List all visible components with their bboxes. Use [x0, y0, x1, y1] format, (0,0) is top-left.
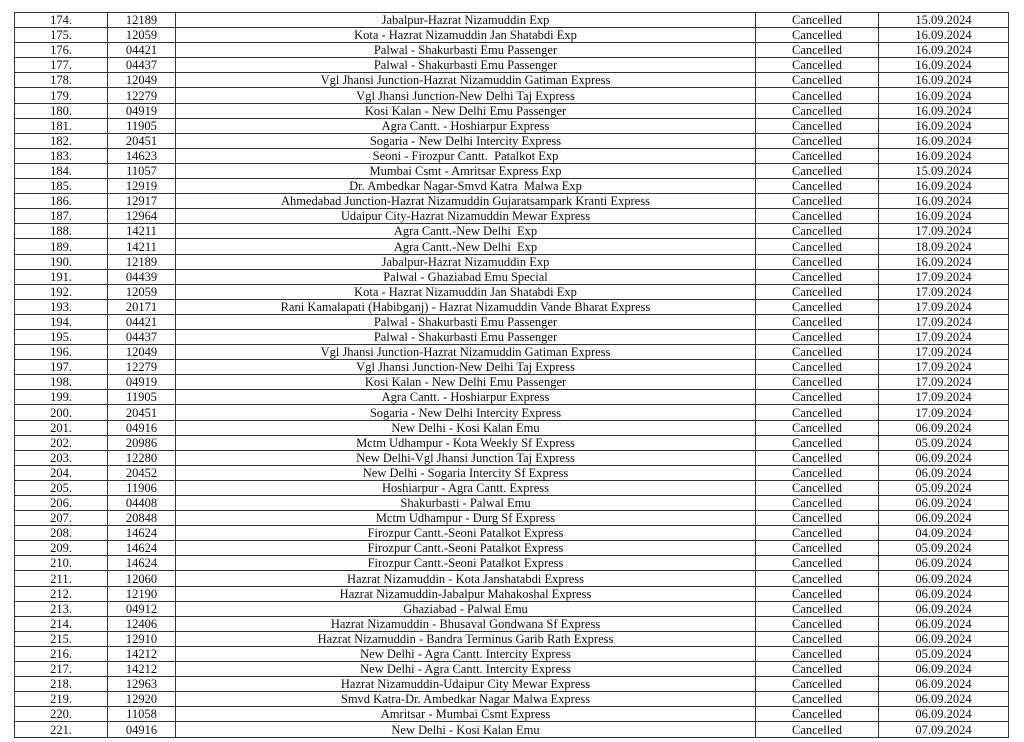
serial-number-cell: 190.	[15, 254, 108, 269]
table-row	[15, 616, 1009, 631]
status-cell: Cancelled	[756, 722, 879, 737]
table-row	[15, 28, 1009, 43]
train-number-cell: 04439	[108, 269, 176, 284]
table-row	[15, 329, 1009, 344]
status-cell: Cancelled	[756, 586, 879, 601]
status-cell: Cancelled	[756, 58, 879, 73]
train-name-cell: Shakurbasti - Palwal Emu	[176, 496, 756, 511]
train-number-cell: 12189	[108, 254, 176, 269]
date-cell: 06.09.2024	[879, 616, 1009, 631]
train-number-cell: 14624	[108, 526, 176, 541]
train-name-cell: New Delhi - Kosi Kalan Emu	[176, 420, 756, 435]
train-name-cell: Palwal - Shakurbasti Emu Passenger	[176, 58, 756, 73]
date-cell: 16.09.2024	[879, 43, 1009, 58]
serial-number-cell: 201.	[15, 420, 108, 435]
train-name-cell: Mctm Udhampur - Durg Sf Express	[176, 511, 756, 526]
train-number-cell: 12189	[108, 13, 176, 28]
date-cell: 17.09.2024	[879, 329, 1009, 344]
serial-number-cell: 175.	[15, 28, 108, 43]
serial-number-cell: 177.	[15, 58, 108, 73]
serial-number-cell: 211.	[15, 571, 108, 586]
table-row	[15, 707, 1009, 722]
date-cell: 06.09.2024	[879, 465, 1009, 480]
train-number-cell: 11057	[108, 163, 176, 178]
train-name-cell: Kota - Hazrat Nizamuddin Jan Shatabdi Exp	[176, 28, 756, 43]
table-row	[15, 511, 1009, 526]
train-name-cell: Hoshiarpur - Agra Cantt. Express	[176, 480, 756, 495]
date-cell: 17.09.2024	[879, 224, 1009, 239]
train-name-cell: Smvd Katra-Dr. Ambedkar Nagar Malwa Express	[176, 692, 756, 707]
date-cell: 16.09.2024	[879, 254, 1009, 269]
train-name-cell: New Delhi - Sogaria Intercity Sf Express	[176, 465, 756, 480]
table-row	[15, 284, 1009, 299]
serial-number-cell: 182.	[15, 133, 108, 148]
status-cell: Cancelled	[756, 692, 879, 707]
serial-number-cell: 213.	[15, 601, 108, 616]
status-cell: Cancelled	[756, 345, 879, 360]
table-row	[15, 692, 1009, 707]
date-cell: 16.09.2024	[879, 118, 1009, 133]
date-cell: 06.09.2024	[879, 556, 1009, 571]
table-row	[15, 390, 1009, 405]
table-row	[15, 450, 1009, 465]
train-number-cell: 12406	[108, 616, 176, 631]
status-cell: Cancelled	[756, 209, 879, 224]
serial-number-cell: 206.	[15, 496, 108, 511]
table-row	[15, 662, 1009, 677]
train-number-cell: 12280	[108, 450, 176, 465]
train-name-cell: Kosi Kalan - New Delhi Emu Passenger	[176, 375, 756, 390]
serial-number-cell: 188.	[15, 224, 108, 239]
status-cell: Cancelled	[756, 631, 879, 646]
table-row	[15, 646, 1009, 661]
train-number-cell: 12049	[108, 345, 176, 360]
table-row	[15, 88, 1009, 103]
serial-number-cell: 209.	[15, 541, 108, 556]
serial-number-cell: 180.	[15, 103, 108, 118]
train-name-cell: Vgl Jhansi Junction-New Delhi Taj Express	[176, 360, 756, 375]
table-body	[15, 13, 1009, 738]
table-row	[15, 103, 1009, 118]
train-number-cell: 04437	[108, 329, 176, 344]
serial-number-cell: 200.	[15, 405, 108, 420]
table-row	[15, 133, 1009, 148]
train-number-cell: 14624	[108, 556, 176, 571]
train-name-cell: New Delhi - Agra Cantt. Intercity Express	[176, 662, 756, 677]
train-number-cell: 14211	[108, 224, 176, 239]
serial-number-cell: 199.	[15, 390, 108, 405]
train-number-cell: 04919	[108, 103, 176, 118]
table-row	[15, 541, 1009, 556]
train-name-cell: Dr. Ambedkar Nagar-Smvd Katra Malwa Exp	[176, 179, 756, 194]
train-name-cell: New Delhi - Kosi Kalan Emu	[176, 722, 756, 737]
status-cell: Cancelled	[756, 133, 879, 148]
status-cell: Cancelled	[756, 28, 879, 43]
serial-number-cell: 176.	[15, 43, 108, 58]
table-row	[15, 601, 1009, 616]
table-row	[15, 480, 1009, 495]
date-cell: 05.09.2024	[879, 435, 1009, 450]
train-number-cell: 12919	[108, 179, 176, 194]
train-name-cell: Hazrat Nizamuddin - Bandra Terminus Garib Rath Express	[176, 631, 756, 646]
table-row	[15, 420, 1009, 435]
status-cell: Cancelled	[756, 269, 879, 284]
cancelled-trains-table	[14, 12, 1009, 738]
train-number-cell: 12060	[108, 571, 176, 586]
status-cell: Cancelled	[756, 480, 879, 495]
serial-number-cell: 208.	[15, 526, 108, 541]
serial-number-cell: 204.	[15, 465, 108, 480]
table-row	[15, 405, 1009, 420]
status-cell: Cancelled	[756, 601, 879, 616]
status-cell: Cancelled	[756, 73, 879, 88]
train-name-cell: Firozpur Cantt.-Seoni Patalkot Express	[176, 556, 756, 571]
train-name-cell: Rani Kamalapati (Habibganj) - Hazrat Nizamuddin Vande Bharat Express	[176, 299, 756, 314]
serial-number-cell: 192.	[15, 284, 108, 299]
train-name-cell: Seoni - Firozpur Cantt. Patalkot Exp	[176, 148, 756, 163]
table-row	[15, 314, 1009, 329]
date-cell: 16.09.2024	[879, 133, 1009, 148]
date-cell: 16.09.2024	[879, 194, 1009, 209]
serial-number-cell: 215.	[15, 631, 108, 646]
date-cell: 05.09.2024	[879, 541, 1009, 556]
table-row	[15, 360, 1009, 375]
status-cell: Cancelled	[756, 435, 879, 450]
status-cell: Cancelled	[756, 13, 879, 28]
date-cell: 16.09.2024	[879, 73, 1009, 88]
status-cell: Cancelled	[756, 707, 879, 722]
train-number-cell: 20986	[108, 435, 176, 450]
table-row	[15, 163, 1009, 178]
table-row	[15, 269, 1009, 284]
table-row	[15, 224, 1009, 239]
train-number-cell: 12049	[108, 73, 176, 88]
train-name-cell: Agra Cantt. - Hoshiarpur Express	[176, 118, 756, 133]
train-number-cell: 12279	[108, 88, 176, 103]
date-cell: 06.09.2024	[879, 662, 1009, 677]
serial-number-cell: 214.	[15, 616, 108, 631]
train-name-cell: Agra Cantt. - Hoshiarpur Express	[176, 390, 756, 405]
serial-number-cell: 184.	[15, 163, 108, 178]
serial-number-cell: 195.	[15, 329, 108, 344]
status-cell: Cancelled	[756, 646, 879, 661]
date-cell: 15.09.2024	[879, 163, 1009, 178]
train-number-cell: 12279	[108, 360, 176, 375]
status-cell: Cancelled	[756, 405, 879, 420]
train-number-cell: 12190	[108, 586, 176, 601]
train-number-cell: 04421	[108, 314, 176, 329]
date-cell: 17.09.2024	[879, 345, 1009, 360]
serial-number-cell: 191.	[15, 269, 108, 284]
status-cell: Cancelled	[756, 179, 879, 194]
train-name-cell: Ahmedabad Junction-Hazrat Nizamuddin Gujaratsampark Kranti Express	[176, 194, 756, 209]
date-cell: 16.09.2024	[879, 148, 1009, 163]
train-name-cell: Vgl Jhansi Junction-Hazrat Nizamuddin Gatiman Express	[176, 73, 756, 88]
status-cell: Cancelled	[756, 163, 879, 178]
status-cell: Cancelled	[756, 148, 879, 163]
date-cell: 17.09.2024	[879, 390, 1009, 405]
train-name-cell: Hazrat Nizamuddin - Bhusaval Gondwana Sf Express	[176, 616, 756, 631]
serial-number-cell: 194.	[15, 314, 108, 329]
date-cell: 17.09.2024	[879, 405, 1009, 420]
train-name-cell: Udaipur City-Hazrat Nizamuddin Mewar Express	[176, 209, 756, 224]
status-cell: Cancelled	[756, 465, 879, 480]
date-cell: 06.09.2024	[879, 450, 1009, 465]
serial-number-cell: 189.	[15, 239, 108, 254]
status-cell: Cancelled	[756, 284, 879, 299]
train-number-cell: 12917	[108, 194, 176, 209]
status-cell: Cancelled	[756, 496, 879, 511]
train-number-cell: 20171	[108, 299, 176, 314]
serial-number-cell: 219.	[15, 692, 108, 707]
train-name-cell: Hazrat Nizamuddin-Udaipur City Mewar Express	[176, 677, 756, 692]
train-number-cell: 12963	[108, 677, 176, 692]
train-number-cell: 20848	[108, 511, 176, 526]
table-row	[15, 345, 1009, 360]
date-cell: 16.09.2024	[879, 28, 1009, 43]
status-cell: Cancelled	[756, 329, 879, 344]
train-number-cell: 11058	[108, 707, 176, 722]
train-name-cell: Hazrat Nizamuddin - Kota Janshatabdi Express	[176, 571, 756, 586]
serial-number-cell: 202.	[15, 435, 108, 450]
status-cell: Cancelled	[756, 194, 879, 209]
table-row	[15, 375, 1009, 390]
date-cell: 06.09.2024	[879, 496, 1009, 511]
train-name-cell: Mumbai Csmt - Amritsar Express Exp	[176, 163, 756, 178]
serial-number-cell: 179.	[15, 88, 108, 103]
train-number-cell: 12059	[108, 284, 176, 299]
status-cell: Cancelled	[756, 541, 879, 556]
table-row	[15, 254, 1009, 269]
date-cell: 16.09.2024	[879, 88, 1009, 103]
status-cell: Cancelled	[756, 239, 879, 254]
date-cell: 06.09.2024	[879, 631, 1009, 646]
train-number-cell: 14624	[108, 541, 176, 556]
serial-number-cell: 193.	[15, 299, 108, 314]
status-cell: Cancelled	[756, 43, 879, 58]
status-cell: Cancelled	[756, 299, 879, 314]
date-cell: 04.09.2024	[879, 526, 1009, 541]
date-cell: 07.09.2024	[879, 722, 1009, 737]
date-cell: 16.09.2024	[879, 103, 1009, 118]
status-cell: Cancelled	[756, 526, 879, 541]
train-number-cell: 04408	[108, 496, 176, 511]
train-name-cell: Vgl Jhansi Junction-Hazrat Nizamuddin Gatiman Express	[176, 345, 756, 360]
train-number-cell: 12059	[108, 28, 176, 43]
train-number-cell: 04437	[108, 58, 176, 73]
train-name-cell: Palwal - Shakurbasti Emu Passenger	[176, 314, 756, 329]
serial-number-cell: 174.	[15, 13, 108, 28]
date-cell: 06.09.2024	[879, 511, 1009, 526]
status-cell: Cancelled	[756, 616, 879, 631]
table-row	[15, 118, 1009, 133]
date-cell: 06.09.2024	[879, 692, 1009, 707]
table-row	[15, 722, 1009, 737]
serial-number-cell: 185.	[15, 179, 108, 194]
table-row	[15, 631, 1009, 646]
train-number-cell: 11906	[108, 480, 176, 495]
table-row	[15, 148, 1009, 163]
serial-number-cell: 217.	[15, 662, 108, 677]
date-cell: 17.09.2024	[879, 284, 1009, 299]
date-cell: 17.09.2024	[879, 269, 1009, 284]
train-number-cell: 14212	[108, 662, 176, 677]
date-cell: 16.09.2024	[879, 179, 1009, 194]
train-name-cell: Kosi Kalan - New Delhi Emu Passenger	[176, 103, 756, 118]
table-row	[15, 556, 1009, 571]
table-row	[15, 209, 1009, 224]
table-row	[15, 13, 1009, 28]
status-cell: Cancelled	[756, 103, 879, 118]
table-row	[15, 43, 1009, 58]
train-name-cell: Jabalpur-Hazrat Nizamuddin Exp	[176, 254, 756, 269]
train-name-cell: Firozpur Cantt.-Seoni Patalkot Express	[176, 526, 756, 541]
train-name-cell: Firozpur Cantt.-Seoni Patalkot Express	[176, 541, 756, 556]
table-row	[15, 299, 1009, 314]
train-name-cell: Sogaria - New Delhi Intercity Express	[176, 405, 756, 420]
train-number-cell: 14212	[108, 646, 176, 661]
serial-number-cell: 221.	[15, 722, 108, 737]
table-row	[15, 73, 1009, 88]
train-name-cell: Kota - Hazrat Nizamuddin Jan Shatabdi Exp	[176, 284, 756, 299]
serial-number-cell: 196.	[15, 345, 108, 360]
serial-number-cell: 212.	[15, 586, 108, 601]
train-name-cell: Palwal - Ghaziabad Emu Special	[176, 269, 756, 284]
status-cell: Cancelled	[756, 254, 879, 269]
status-cell: Cancelled	[756, 450, 879, 465]
serial-number-cell: 186.	[15, 194, 108, 209]
status-cell: Cancelled	[756, 314, 879, 329]
table-row	[15, 58, 1009, 73]
train-number-cell: 14211	[108, 239, 176, 254]
serial-number-cell: 197.	[15, 360, 108, 375]
train-number-cell: 04916	[108, 420, 176, 435]
table-row	[15, 194, 1009, 209]
serial-number-cell: 207.	[15, 511, 108, 526]
table-row	[15, 526, 1009, 541]
table-row	[15, 571, 1009, 586]
status-cell: Cancelled	[756, 662, 879, 677]
train-number-cell: 14623	[108, 148, 176, 163]
train-name-cell: Palwal - Shakurbasti Emu Passenger	[176, 329, 756, 344]
serial-number-cell: 203.	[15, 450, 108, 465]
status-cell: Cancelled	[756, 224, 879, 239]
date-cell: 05.09.2024	[879, 646, 1009, 661]
train-name-cell: Palwal - Shakurbasti Emu Passenger	[176, 43, 756, 58]
table-row	[15, 677, 1009, 692]
train-name-cell: New Delhi - Agra Cantt. Intercity Express	[176, 646, 756, 661]
date-cell: 17.09.2024	[879, 314, 1009, 329]
train-number-cell: 11905	[108, 118, 176, 133]
train-name-cell: Mctm Udhampur - Kota Weekly Sf Express	[176, 435, 756, 450]
serial-number-cell: 216.	[15, 646, 108, 661]
status-cell: Cancelled	[756, 118, 879, 133]
table-row	[15, 435, 1009, 450]
train-number-cell: 12964	[108, 209, 176, 224]
serial-number-cell: 178.	[15, 73, 108, 88]
train-name-cell: Sogaria - New Delhi Intercity Express	[176, 133, 756, 148]
train-name-cell: Amritsar - Mumbai Csmt Express	[176, 707, 756, 722]
train-number-cell: 20451	[108, 133, 176, 148]
train-number-cell: 04912	[108, 601, 176, 616]
table-row	[15, 496, 1009, 511]
train-name-cell: Ghaziabad - Palwal Emu	[176, 601, 756, 616]
train-name-cell: Agra Cantt.-New Delhi Exp	[176, 239, 756, 254]
train-number-cell: 12920	[108, 692, 176, 707]
serial-number-cell: 210.	[15, 556, 108, 571]
status-cell: Cancelled	[756, 390, 879, 405]
date-cell: 15.09.2024	[879, 13, 1009, 28]
date-cell: 06.09.2024	[879, 677, 1009, 692]
serial-number-cell: 183.	[15, 148, 108, 163]
status-cell: Cancelled	[756, 420, 879, 435]
status-cell: Cancelled	[756, 571, 879, 586]
date-cell: 06.09.2024	[879, 707, 1009, 722]
train-number-cell: 12910	[108, 631, 176, 646]
serial-number-cell: 181.	[15, 118, 108, 133]
date-cell: 16.09.2024	[879, 209, 1009, 224]
table-row	[15, 239, 1009, 254]
date-cell: 18.09.2024	[879, 239, 1009, 254]
status-cell: Cancelled	[756, 375, 879, 390]
date-cell: 06.09.2024	[879, 571, 1009, 586]
train-number-cell: 04916	[108, 722, 176, 737]
date-cell: 17.09.2024	[879, 299, 1009, 314]
date-cell: 17.09.2024	[879, 375, 1009, 390]
date-cell: 17.09.2024	[879, 360, 1009, 375]
status-cell: Cancelled	[756, 88, 879, 103]
train-name-cell: Vgl Jhansi Junction-New Delhi Taj Express	[176, 88, 756, 103]
train-name-cell: Hazrat Nizamuddin-Jabalpur Mahakoshal Express	[176, 586, 756, 601]
serial-number-cell: 187.	[15, 209, 108, 224]
status-cell: Cancelled	[756, 360, 879, 375]
status-cell: Cancelled	[756, 511, 879, 526]
train-number-cell: 20451	[108, 405, 176, 420]
table-row	[15, 179, 1009, 194]
table-row	[15, 586, 1009, 601]
serial-number-cell: 220.	[15, 707, 108, 722]
date-cell: 06.09.2024	[879, 586, 1009, 601]
train-number-cell: 04919	[108, 375, 176, 390]
train-name-cell: New Delhi-Vgl Jhansi Junction Taj Express	[176, 450, 756, 465]
date-cell: 16.09.2024	[879, 58, 1009, 73]
train-number-cell: 11905	[108, 390, 176, 405]
train-name-cell: Jabalpur-Hazrat Nizamuddin Exp	[176, 13, 756, 28]
serial-number-cell: 198.	[15, 375, 108, 390]
date-cell: 06.09.2024	[879, 601, 1009, 616]
date-cell: 06.09.2024	[879, 420, 1009, 435]
table-row	[15, 465, 1009, 480]
serial-number-cell: 205.	[15, 480, 108, 495]
status-cell: Cancelled	[756, 677, 879, 692]
status-cell: Cancelled	[756, 556, 879, 571]
train-number-cell: 04421	[108, 43, 176, 58]
serial-number-cell: 218.	[15, 677, 108, 692]
train-name-cell: Agra Cantt.-New Delhi Exp	[176, 224, 756, 239]
date-cell: 05.09.2024	[879, 480, 1009, 495]
train-number-cell: 20452	[108, 465, 176, 480]
